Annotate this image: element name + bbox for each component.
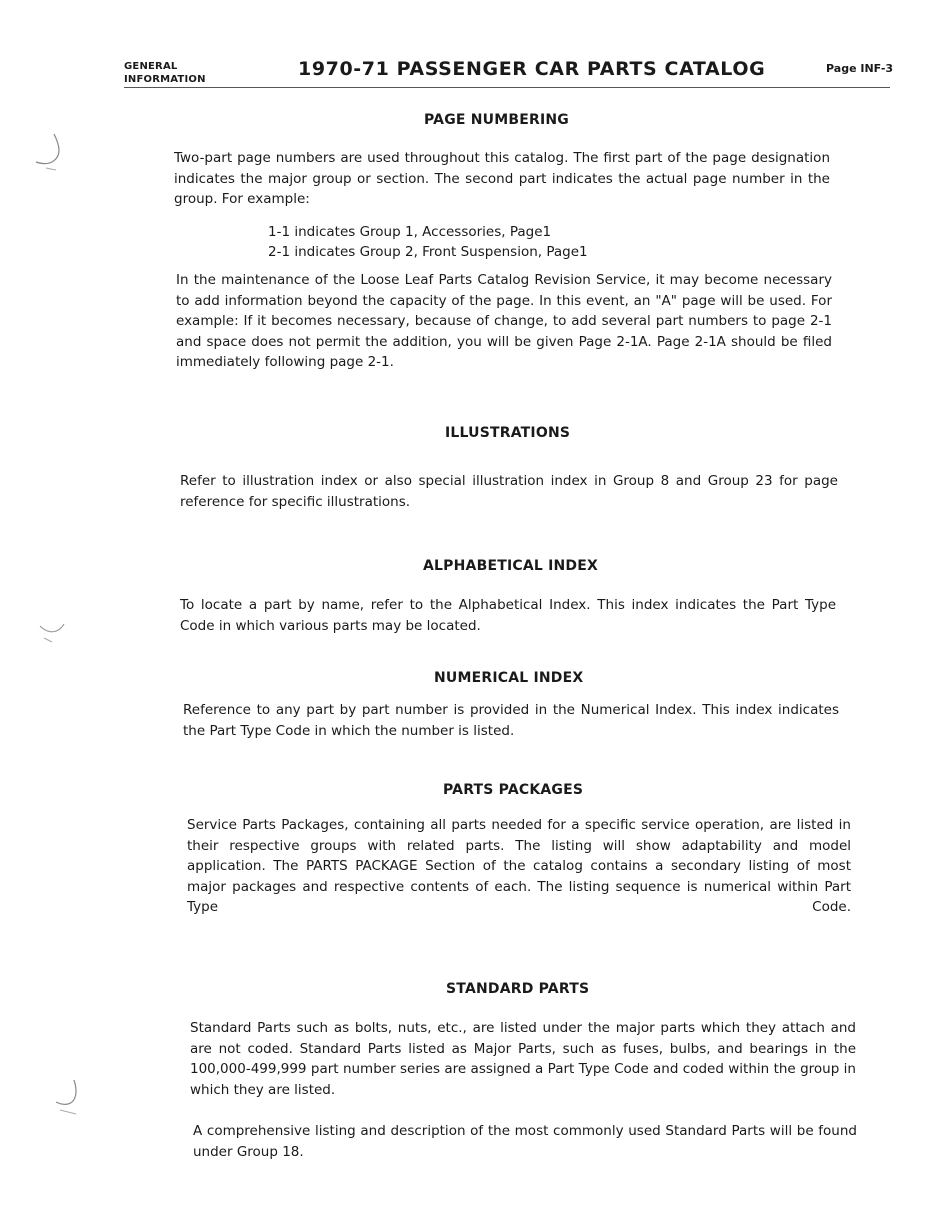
page-numbering-revision: In the maintenance of the Loose Leaf Parts Catalog Revision Service, it may become necessary to add information beyond the capacity of the page. In this event, an "A" page will be used. For example: If it becomes necessary, because of change, to add several part numbers to page 2-1 and space does not permit the addition, you will be given Page 2-1A. Page 2-1A should be filed immediately following page 2-1. <box>176 272 832 370</box>
header-rule <box>124 87 890 88</box>
illustrations-text: Refer to illustration index or also special illustration index in Group 8 and Group 23 for page reference for specific illustrations. <box>180 473 838 510</box>
section-label-line1: GENERAL <box>124 61 178 72</box>
numerical-index-text: Reference to any part by part number is provided in the Numerical Index. This index indicates the Part Type Code in which the number is listed. <box>183 702 839 739</box>
heading-numerical-index: NUMERICAL INDEX <box>434 670 584 686</box>
standard-parts-text: Standard Parts such as bolts, nuts, etc., are listed under the major parts which they attach and are not coded. Standard Parts listed as Major Parts, such as fuses, bulbs, and bearings in the 100,000-499,999 part number series are assigned a Part Type Code and coded within the group in which they are listed. <box>190 1020 856 1098</box>
heading-illustrations: ILLUSTRATIONS <box>445 425 571 441</box>
section-label <box>124 60 206 86</box>
example-item: 1-1 indicates Group 1, Accessories, Page1 <box>268 224 552 240</box>
binder-hole-mark <box>30 612 70 656</box>
standard-parts-note: A comprehensive listing and description of the most commonly used Standard Parts will be found under Group 18. <box>193 1123 857 1160</box>
section-label-line2: INFORMATION <box>124 74 206 85</box>
page-numbering-examples <box>268 222 588 262</box>
heading-parts-packages: PARTS PACKAGES <box>443 782 584 798</box>
catalog-title: 1970-71 PASSENGER CAR PARTS CATALOG <box>298 58 766 80</box>
alphabetical-index-text: To locate a part by name, refer to the Alphabetical Index. This index indicates the Part Type Code in which various parts may be located. <box>180 597 836 634</box>
example-item: 2-1 indicates Group 2, Front Suspension, Page1 <box>268 244 588 260</box>
heading-standard-parts: STANDARD PARTS <box>446 981 590 997</box>
binder-hole-mark <box>28 128 68 184</box>
page-number: Page INF-3 <box>826 62 894 75</box>
heading-page-numbering: PAGE NUMBERING <box>424 112 569 128</box>
page-numbering-intro: Two-part page numbers are used throughout this catalog. The first part of the page designation indicates the major group or section. The second part indicates the actual page number in the group. For example: <box>174 150 830 207</box>
heading-alphabetical-index: ALPHABETICAL INDEX <box>423 558 598 574</box>
binder-hole-mark <box>52 1074 84 1120</box>
parts-packages-text: Service Parts Packages, containing all parts needed for a specific service operation, are listed in their respective groups with related parts. The listing will show adaptability and model application. The PARTS PACKAGE Section of the catalog contains a secondary listing of most major packages and respective contents of each. The listing sequence is numerical within Part Type Code. <box>187 817 851 915</box>
